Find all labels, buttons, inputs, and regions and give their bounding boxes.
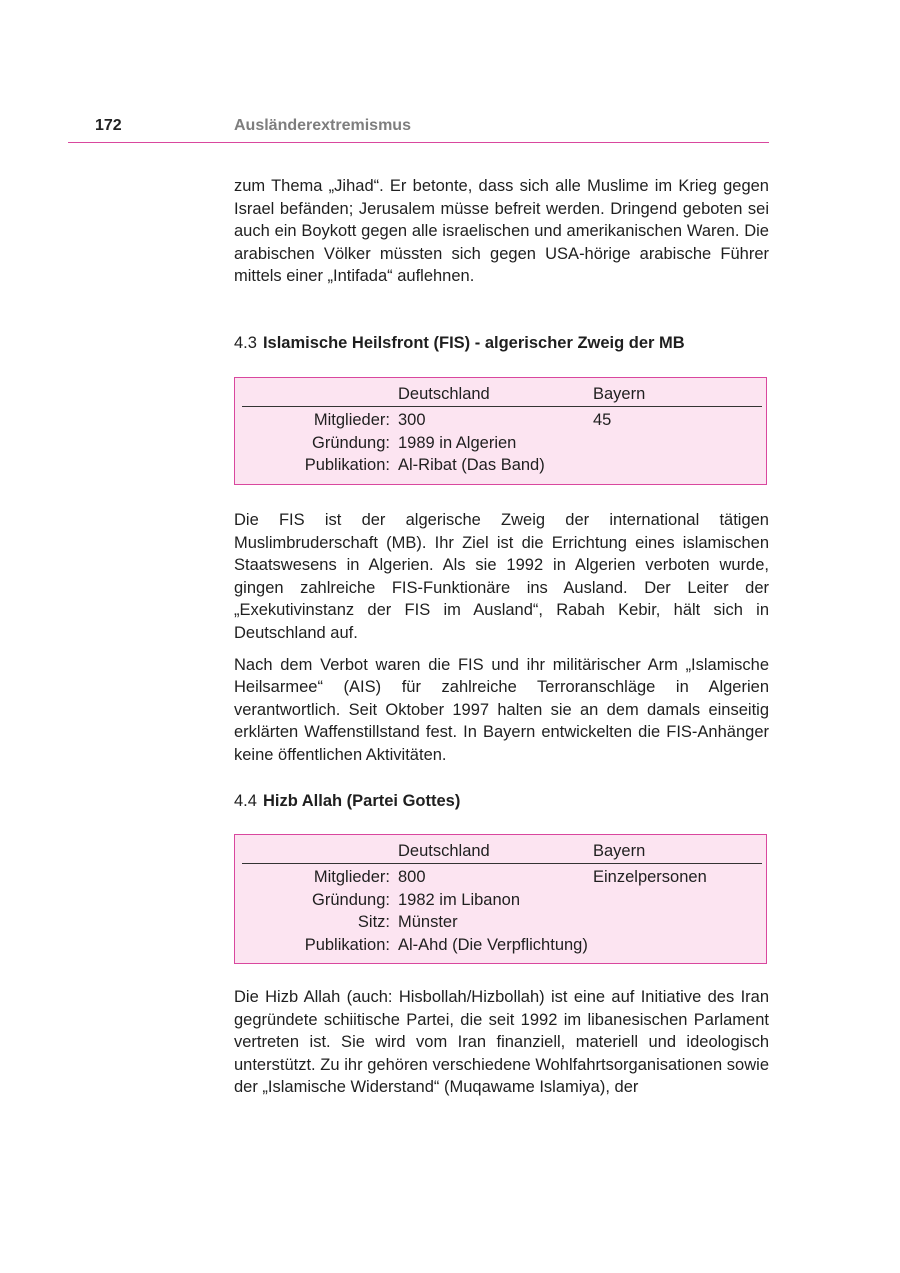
fis-text-block (234, 509, 769, 767)
section-number: 4.4 (234, 792, 257, 810)
hizb-info-table (242, 835, 762, 958)
fis-paragraph-2: Nach dem Verbot waren die FIS und ihr militärischer Arm „Islamische Heilsarmee“ (AIS) für zahlreiche Terroranschläge in Algerien verantwortlich. Seit Oktober 1997 halten sie an dem damals einseitig erklärten Waffenstillstand fest. In Bayern entwickelten die FIS-Anhänger keine öffentlichen Aktivitäten. (234, 655, 769, 764)
table-header-row (242, 378, 762, 407)
table-row (242, 434, 762, 457)
row-value-deutschland: Al-Ribat (Das Band) (398, 456, 545, 474)
section-heading-hizb (234, 792, 460, 811)
row-value-deutschland: Münster (398, 913, 458, 931)
column-header-bayern: Bayern (593, 835, 762, 864)
section-number: 4.3 (234, 334, 257, 352)
intro-paragraph: zum Thema „Jihad“. Er betonte, dass sich alle Muslime im Krieg gegen Israel befänden; Jerusalem müsse befreit werden. Dringend geboten sei auch ein Boykott gegen alle israelischen und amerikanischen Waren. Die arabischen Völker müssten sich gegen USA-hörige arabische Führer mittels einer „Intifada“ auflehnen. (234, 177, 769, 286)
hizb-info-box (234, 834, 767, 964)
row-value-deutschland: 1982 im Libanon (398, 890, 521, 909)
row-value-deutschland: 300 (398, 411, 426, 429)
table-row (242, 936, 762, 959)
intro-text-block (234, 175, 769, 288)
header-empty-cell (242, 378, 394, 407)
row-label: Gründung: (312, 433, 390, 452)
table-row (242, 407, 762, 434)
row-label: Mitglieder: (313, 868, 390, 886)
row-label: Publikation: (304, 456, 390, 474)
page-number: 172 (95, 117, 122, 134)
row-value-deutschland: 800 (398, 868, 426, 886)
row-label: Publikation: (304, 935, 390, 954)
table-row (242, 913, 762, 936)
section-heading-fis (234, 334, 685, 353)
fis-info-box (234, 377, 767, 485)
column-header-deutschland: Deutschland (394, 378, 593, 407)
section-title: Islamische Heilsfront (FIS) - algerischer Zweig der MB (262, 334, 685, 352)
row-value-bayern (593, 434, 762, 457)
row-label: Gründung: (312, 890, 390, 909)
row-label: Sitz: (357, 913, 390, 931)
hizb-paragraph-1: Die Hizb Allah (auch: Hisbollah/Hizbollah) ist eine auf Initiative des Iran gegründete schiitische Partei, die seit 1992 im libanesischen Parlament vertreten ist. Sie wird vom Iran finanziell, materiell und ideologisch unterstützt. Zu ihr gehören verschiedene Wohlfahrtsorganisationen sowie der „Islamische Widerstand“ (Muqawame Islamiya), der (234, 988, 769, 1097)
section-title: Hizb Allah (Partei Gottes) (262, 792, 461, 810)
column-header-bayern: Bayern (593, 378, 762, 407)
fis-paragraph-1: Die FIS ist der algerische Zweig der international tätigen Muslimbruderschaft (MB). Ihr Ziel ist die Errichtung eines islamischen Staatswesens in Algerien. Als sie 1992 in Algerien verboten wurde, gingen zahlreiche FIS-Funktionäre ins Ausland. Der Leiter der „Exekutivinstanz der FIS im Ausland“, Rabah Kebir, hält sich in Deutschland auf. (234, 511, 769, 642)
table-row (242, 456, 762, 479)
page-header (68, 115, 769, 143)
row-value-bayern: 45 (593, 411, 612, 429)
column-header-deutschland: Deutschland (394, 835, 593, 864)
running-title: Ausländerextremismus (234, 117, 411, 134)
table-row (242, 864, 762, 891)
fis-info-table (242, 378, 762, 479)
row-value-deutschland: Al-Ahd (Die Verpflichtung) (398, 935, 588, 954)
row-value-bayern (593, 456, 762, 479)
row-value-bayern (593, 936, 762, 959)
table-header-row (242, 835, 762, 864)
row-value-bayern (593, 913, 762, 936)
table-row (242, 891, 762, 914)
header-empty-cell (242, 835, 394, 864)
row-value-deutschland: 1989 in Algerien (398, 433, 517, 452)
row-label: Mitglieder: (313, 411, 390, 429)
row-value-bayern: Einzelpersonen (593, 868, 707, 886)
hizb-text-block (234, 986, 769, 1099)
row-value-bayern (593, 891, 762, 914)
